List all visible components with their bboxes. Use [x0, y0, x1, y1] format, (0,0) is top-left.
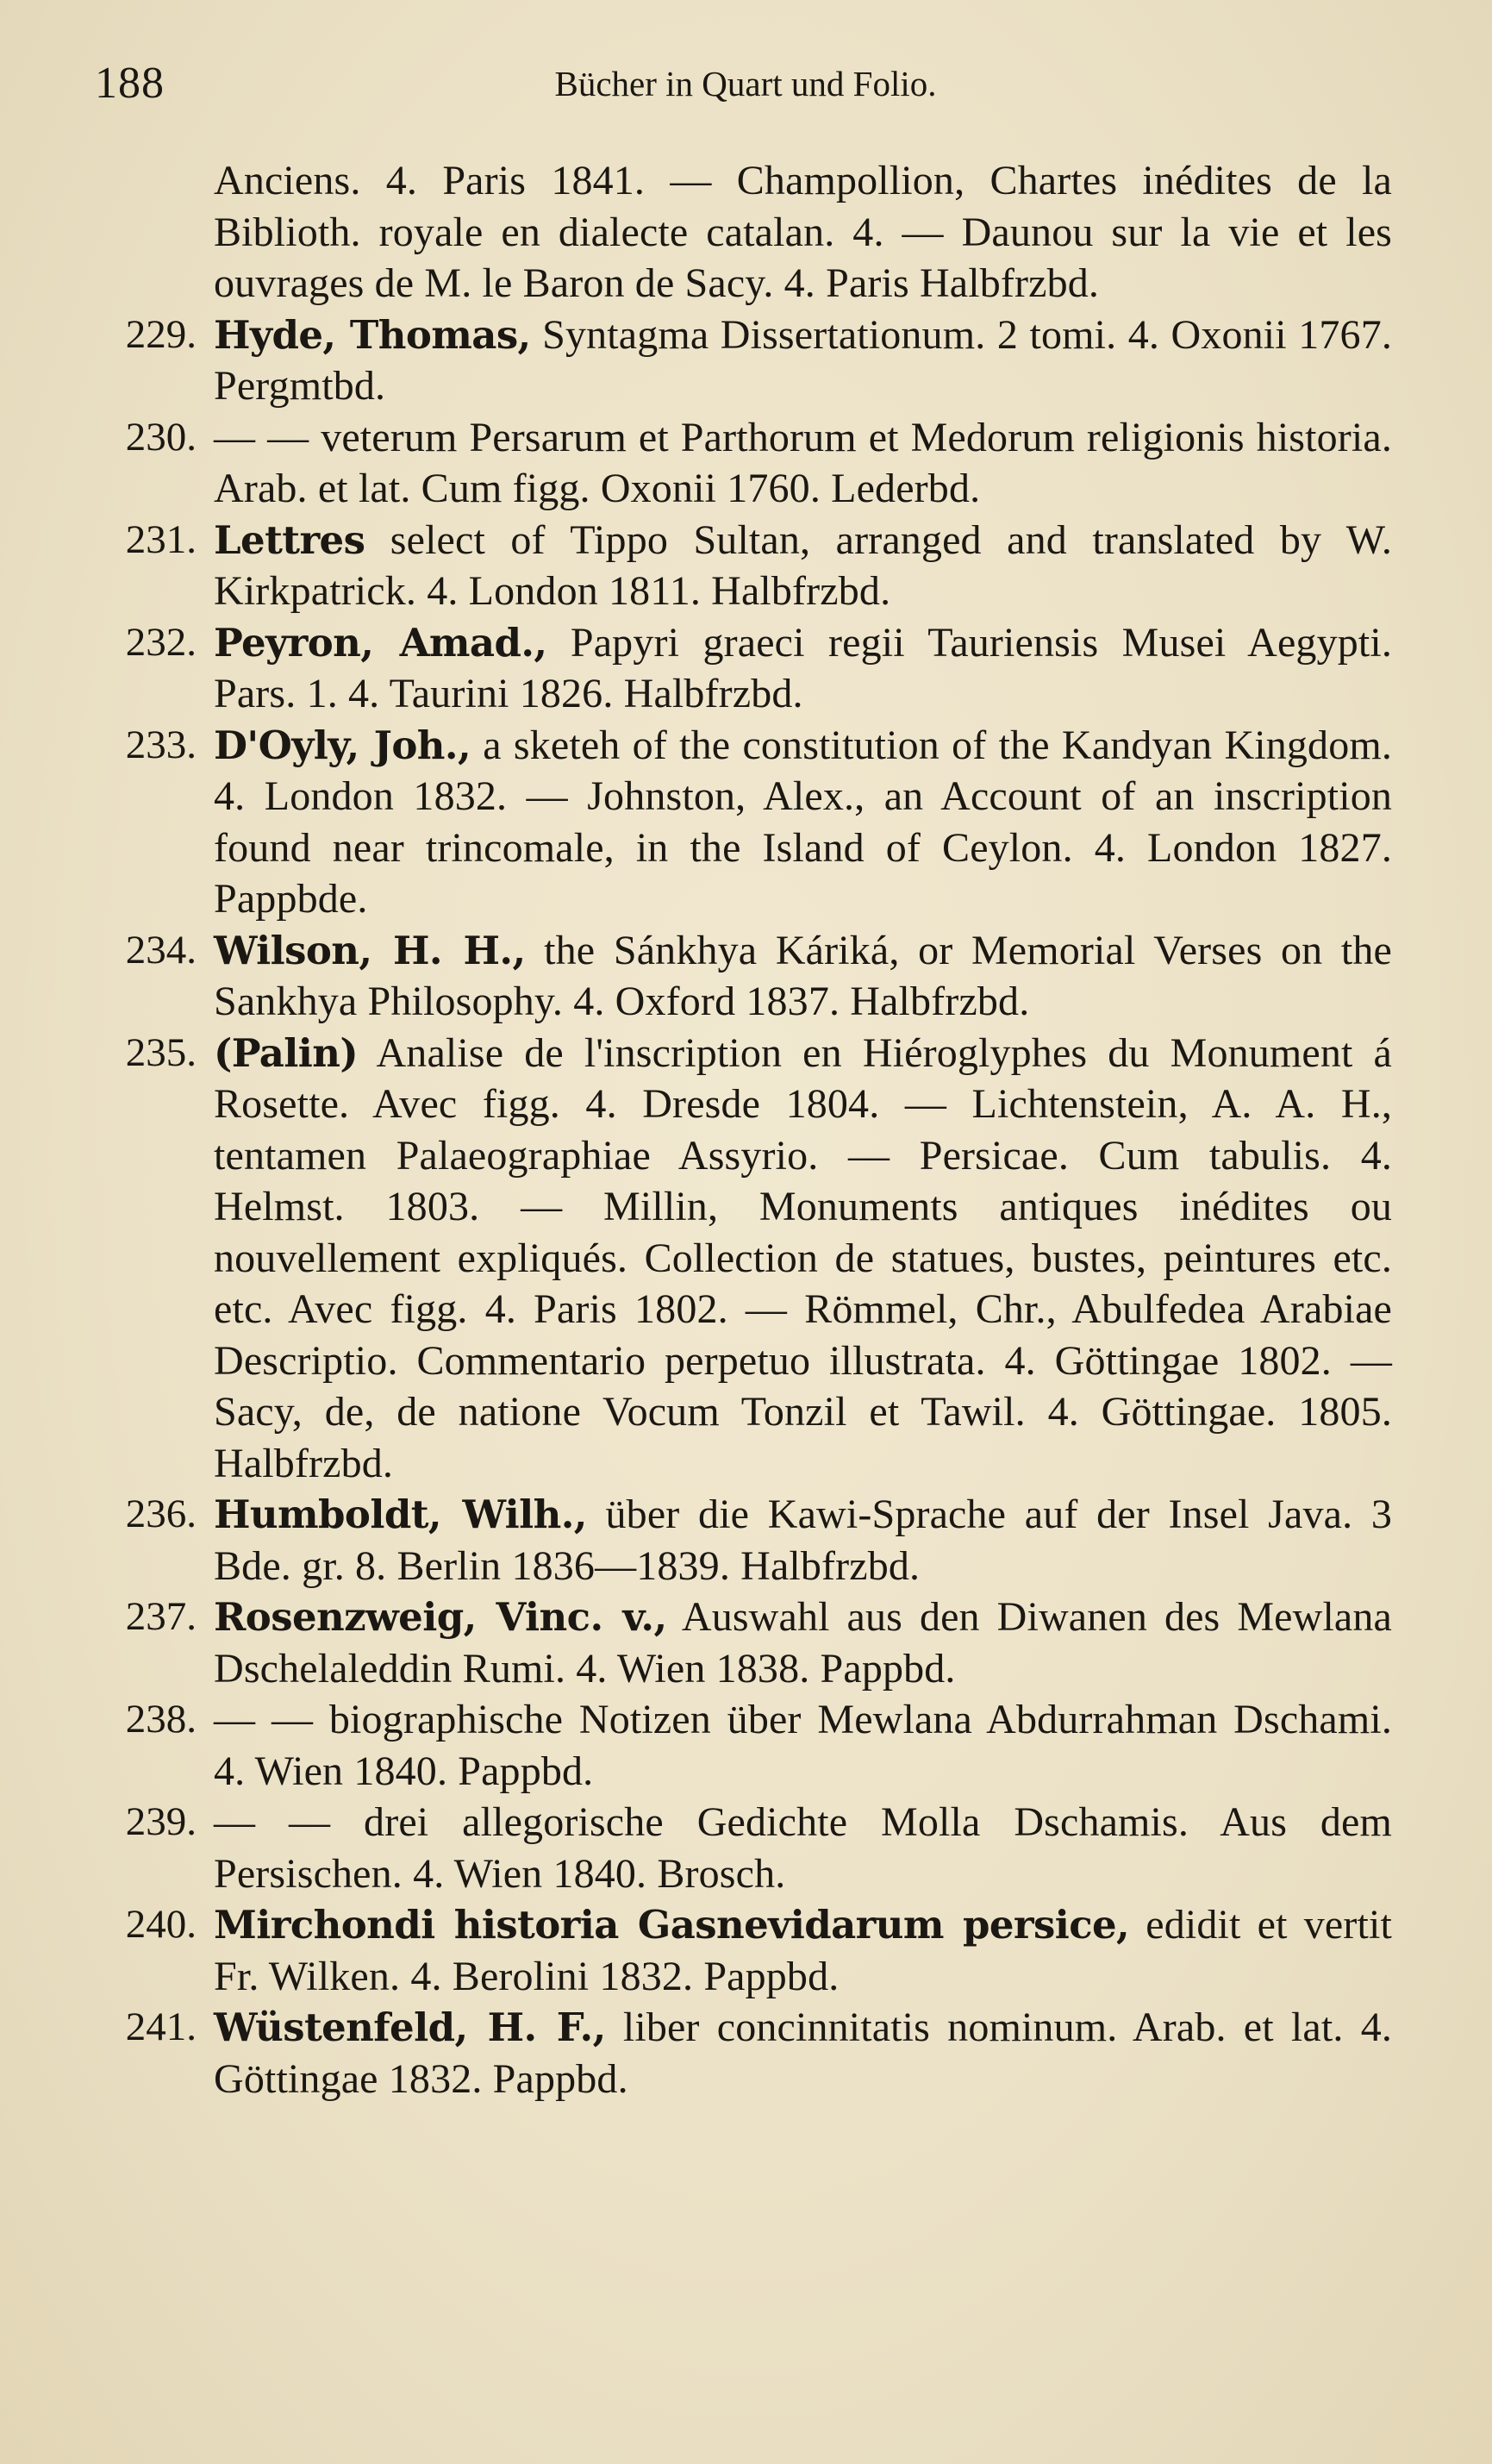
page-number: 188: [95, 59, 165, 108]
author-name: Hyde, Thomas,: [214, 311, 531, 358]
catalog-entry-240: [95, 1899, 1392, 2002]
author-name: Peyron, Amad.,: [214, 619, 547, 666]
entry-text: — — drei allegorische Gedichte Molla Dschamis. Aus dem Persischen. 4. Wien 1840. Brosch.: [214, 1799, 1392, 1897]
catalog-entry-233: [95, 720, 1392, 925]
catalog-entry-229: [95, 310, 1392, 412]
entry-text: Auswahl aus den Diwanen des Mewlana Dschelaleddin Rumi. 4. Wien 1838. Pappbd.: [214, 1594, 1392, 1692]
entry-text: Analise de l'inscription en Hiéroglyphes du Monument á Rosette. Avec figg. 4. Dresde 1804. — Lichtenstein, A. A. H., tentamen Palaeographiae Assyrio. — Persicae. Cum tabulis. 4. Helmst. 1803. — Millin, Monuments antiques inédites ou nouvellement expliqués. Collection de statues, bustes, peintures etc. etc. Avec figg. 4. Paris 1802. — Römmel, Chr., Abulfedea Arabiae Descriptio. Commentario perpetuo illustrata. 4. Göttingae 1802. — Sacy, de, de natione Vocum Tonzil et Tawil. 4. Göttingae. 1805. Halbfrzbd.: [214, 1029, 1392, 1486]
catalog-body: [95, 155, 1392, 2104]
entry-text: a sketeh of the constitution of the Kandyan Kingdom. 4. London 1832. — Johnston, Alex., an Account of an inscription found near trincomale, in the Island of Ceylon. 4. London 1827. Pappbde.: [214, 722, 1392, 922]
catalog-entry-237: [95, 1592, 1392, 1694]
entry-number: 229.: [125, 311, 197, 357]
author-name: Wüstenfeld, H. F.,: [214, 2004, 606, 2050]
entry-text: — — veterum Persarum et Parthorum et Medorum religionis historia. Arab. et lat. Cum figg. Oxonii 1760. Lederbd.: [214, 414, 1392, 511]
entry-text: edidit et vertit Fr. Wilken. 4. Berolini 1832. Pappbd.: [214, 1902, 1392, 1999]
catalog-entry-231: [95, 515, 1392, 617]
running-title: Bücher in Quart und Folio.: [554, 64, 937, 103]
author-name: Humboldt, Wilh.,: [214, 1492, 587, 1537]
entry-text: select of Tippo Sultan, arranged and translated by W. Kirkpatrick. 4. London 1811. Halbfrzbd.: [214, 516, 1392, 614]
entry-number: 235.: [125, 1029, 197, 1075]
entry-number: 237.: [125, 1594, 197, 1639]
entry-text: the Sánkhya Káriká, or Memorial Verses on the Sankhya Philosophy. 4. Oxford 1837. Halbfrzbd.: [214, 927, 1392, 1024]
catalog-entry-234: [95, 925, 1392, 1028]
entry-text: liber concinnitatis nominum. Arab. et lat. 4. Göttingae 1832. Pappbd.: [214, 2004, 1392, 2102]
entry-number: 234.: [125, 927, 197, 972]
author-name: Mirchondi historia Gasnevidarum persice,: [214, 1902, 1130, 1948]
catalog-entry-239: [95, 1797, 1392, 1899]
continuation-entry: [95, 155, 1392, 310]
entry-text: über die Kawi-Sprache auf der Insel Java. 3 Bde. gr. 8. Berlin 1836—1839. Halbfrzbd.: [214, 1492, 1392, 1589]
entry-number: 238.: [125, 1697, 197, 1742]
catalog-entry-238: [95, 1694, 1392, 1797]
author-name: Wilson, H. H.,: [214, 927, 526, 973]
entry-text: Syntagma Dissertationum. 2 tomi. 4. Oxonii 1767. Pergmtbd.: [214, 311, 1393, 409]
entry-number: 240.: [125, 1902, 197, 1947]
entry-text: Anciens. 4. Paris 1841. — Champollion, Chartes inédites de la Biblioth. royale en dialecte catalan. 4. — Daunou sur la vie et les ouvrages de M. le Baron de Sacy. 4. Paris Halbfrzbd.: [214, 158, 1392, 306]
author-name: Lettres: [214, 516, 365, 563]
entry-number: 236.: [125, 1492, 197, 1536]
author-name: D'Oyly, Joh.,: [214, 722, 471, 768]
author-name: (Palin): [214, 1029, 359, 1076]
catalog-entry-236: [95, 1489, 1392, 1592]
entry-number: 231.: [125, 516, 197, 562]
page-header: [95, 53, 1396, 114]
catalog-entry-235: [95, 1028, 1392, 1490]
entry-number: 230.: [125, 414, 197, 460]
entry-text: — — biographische Notizen über Mewlana Abdurrahman Dschami. 4. Wien 1840. Pappbd.: [214, 1697, 1392, 1794]
author-name: Rosenzweig, Vinc. v.,: [214, 1594, 667, 1640]
entry-text: Papyri graeci regii Tauriensis Musei Aegypti. Pars. 1. 4. Taurini 1826. Halbfrzbd.: [214, 619, 1392, 716]
catalog-entry-230: [95, 412, 1392, 515]
entry-number: 232.: [125, 619, 197, 665]
entry-number: 239.: [125, 1799, 197, 1844]
entry-number: 241.: [125, 2004, 197, 2049]
entry-number: 233.: [125, 722, 197, 767]
catalog-entry-241: [95, 2002, 1392, 2104]
catalog-entry-232: [95, 617, 1392, 720]
